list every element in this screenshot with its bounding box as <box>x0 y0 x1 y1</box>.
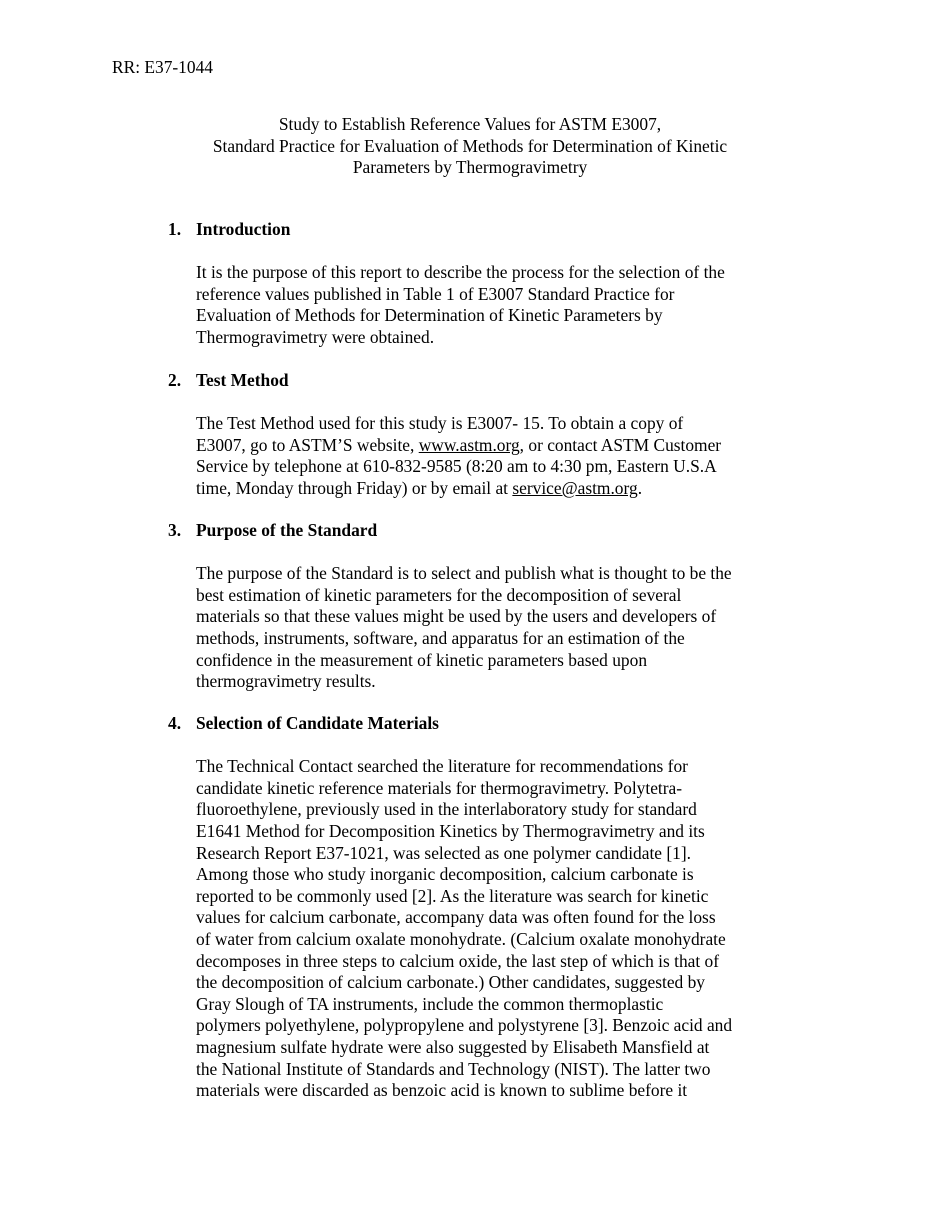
service-email-link[interactable]: service@astm.org <box>512 477 638 498</box>
section-number: 1. <box>168 219 182 239</box>
section-purpose <box>168 520 788 693</box>
section-number: 2. <box>168 370 182 390</box>
section-number: 4. <box>168 713 182 733</box>
section-body <box>196 262 788 348</box>
section-number: 3. <box>168 520 182 540</box>
section-title: Test Method <box>196 370 289 390</box>
section-body <box>196 756 788 1102</box>
text-line: reference values published in Table 1 of E3007 Standard Practice for <box>196 283 675 304</box>
section-candidate-materials <box>168 713 788 1102</box>
section-test-method <box>168 370 788 500</box>
text-line: It is the purpose of this report to describe the process for the selection of the <box>196 262 725 283</box>
text-line: polymers polyethylene, polypropylene and polystyrene [3]. Benzoic acid and <box>196 1015 733 1036</box>
section-heading <box>168 219 788 241</box>
section-title: Selection of Candidate Materials <box>196 713 439 733</box>
title-line: Standard Practice for Evaluation of Methods for Determination of Kinetic <box>212 135 728 156</box>
text-line: The purpose of the Standard is to select and publish what is thought to be the <box>196 563 732 584</box>
text-segment: time, Monday through Friday) or by email at <box>196 477 513 498</box>
text-line: of water from calcium oxalate monohydrate. (Calcium oxalate monohydrate <box>196 928 726 949</box>
section-heading <box>168 713 788 735</box>
document-title <box>0 114 940 179</box>
text-line: materials so that these values might be used by the users and developers of <box>196 606 717 627</box>
text-line: The Technical Contact searched the literature for recommendations for <box>196 756 688 777</box>
text-line: decomposes in three steps to calcium oxide, the last step of which is that of <box>196 950 720 971</box>
section-heading <box>168 520 788 542</box>
section-title: Purpose of the Standard <box>196 520 378 540</box>
text-segment: . <box>637 477 643 498</box>
section-body <box>196 413 788 499</box>
text-line <box>196 435 788 457</box>
text-line: Gray Slough of TA instruments, include the common thermoplastic <box>196 993 664 1014</box>
text-line: best estimation of kinetic parameters for the decomposition of several <box>196 584 682 605</box>
section-body <box>196 563 788 693</box>
text-line: the National Institute of Standards and Technology (NIST). The latter two <box>196 1058 711 1079</box>
text-line: candidate kinetic reference materials for thermogravimetry. Polytetra- <box>196 777 683 798</box>
astm-website-link[interactable]: www.astm.org <box>418 434 520 455</box>
text-line: fluoroethylene, previously used in the interlaboratory study for standard <box>196 799 697 820</box>
text-line: E1641 Method for Decomposition Kinetics by Thermogravimetry and its <box>196 820 705 841</box>
text-line <box>196 478 788 500</box>
text-line: The Test Method used for this study is E3007- 15. To obtain a copy of <box>196 413 684 434</box>
report-id: RR: E37-1044 <box>112 57 213 77</box>
text-line: Thermogravimetry were obtained. <box>196 326 435 347</box>
text-line: methods, instruments, software, and apparatus for an estimation of the <box>196 627 685 648</box>
text-line: reported to be commonly used [2]. As the literature was search for kinetic <box>196 885 709 906</box>
section-introduction <box>168 219 788 349</box>
text-line: thermogravimetry results. <box>196 671 376 692</box>
section-title: Introduction <box>196 219 291 239</box>
text-line: materials were discarded as benzoic acid is known to sublime before it <box>196 1080 688 1101</box>
text-line: values for calcium carbonate, accompany data was often found for the loss <box>196 907 716 928</box>
section-heading <box>168 370 788 392</box>
title-line: Study to Establish Reference Values for ASTM E3007, <box>278 114 662 134</box>
title-line: Parameters by Thermogravimetry <box>352 157 588 178</box>
text-line: Service by telephone at 610-832-9585 (8:20 am to 4:30 pm, Eastern U.S.A <box>196 456 717 477</box>
text-line: Evaluation of Methods for Determination of Kinetic Parameters by <box>196 305 663 326</box>
text-line: confidence in the measurement of kinetic parameters based upon <box>196 649 648 670</box>
text-line: Among those who study inorganic decomposition, calcium carbonate is <box>196 864 694 885</box>
text-line: the decomposition of calcium carbonate.) Other candidates, suggested by <box>196 972 705 993</box>
text-segment: , or contact ASTM Customer <box>519 434 722 455</box>
text-line: magnesium sulfate hydrate were also suggested by Elisabeth Mansfield at <box>196 1036 710 1057</box>
text-line: Research Report E37-1021, was selected as one polymer candidate [1]. <box>196 842 691 863</box>
text-segment: E3007, go to ASTM’S website, <box>196 434 419 455</box>
